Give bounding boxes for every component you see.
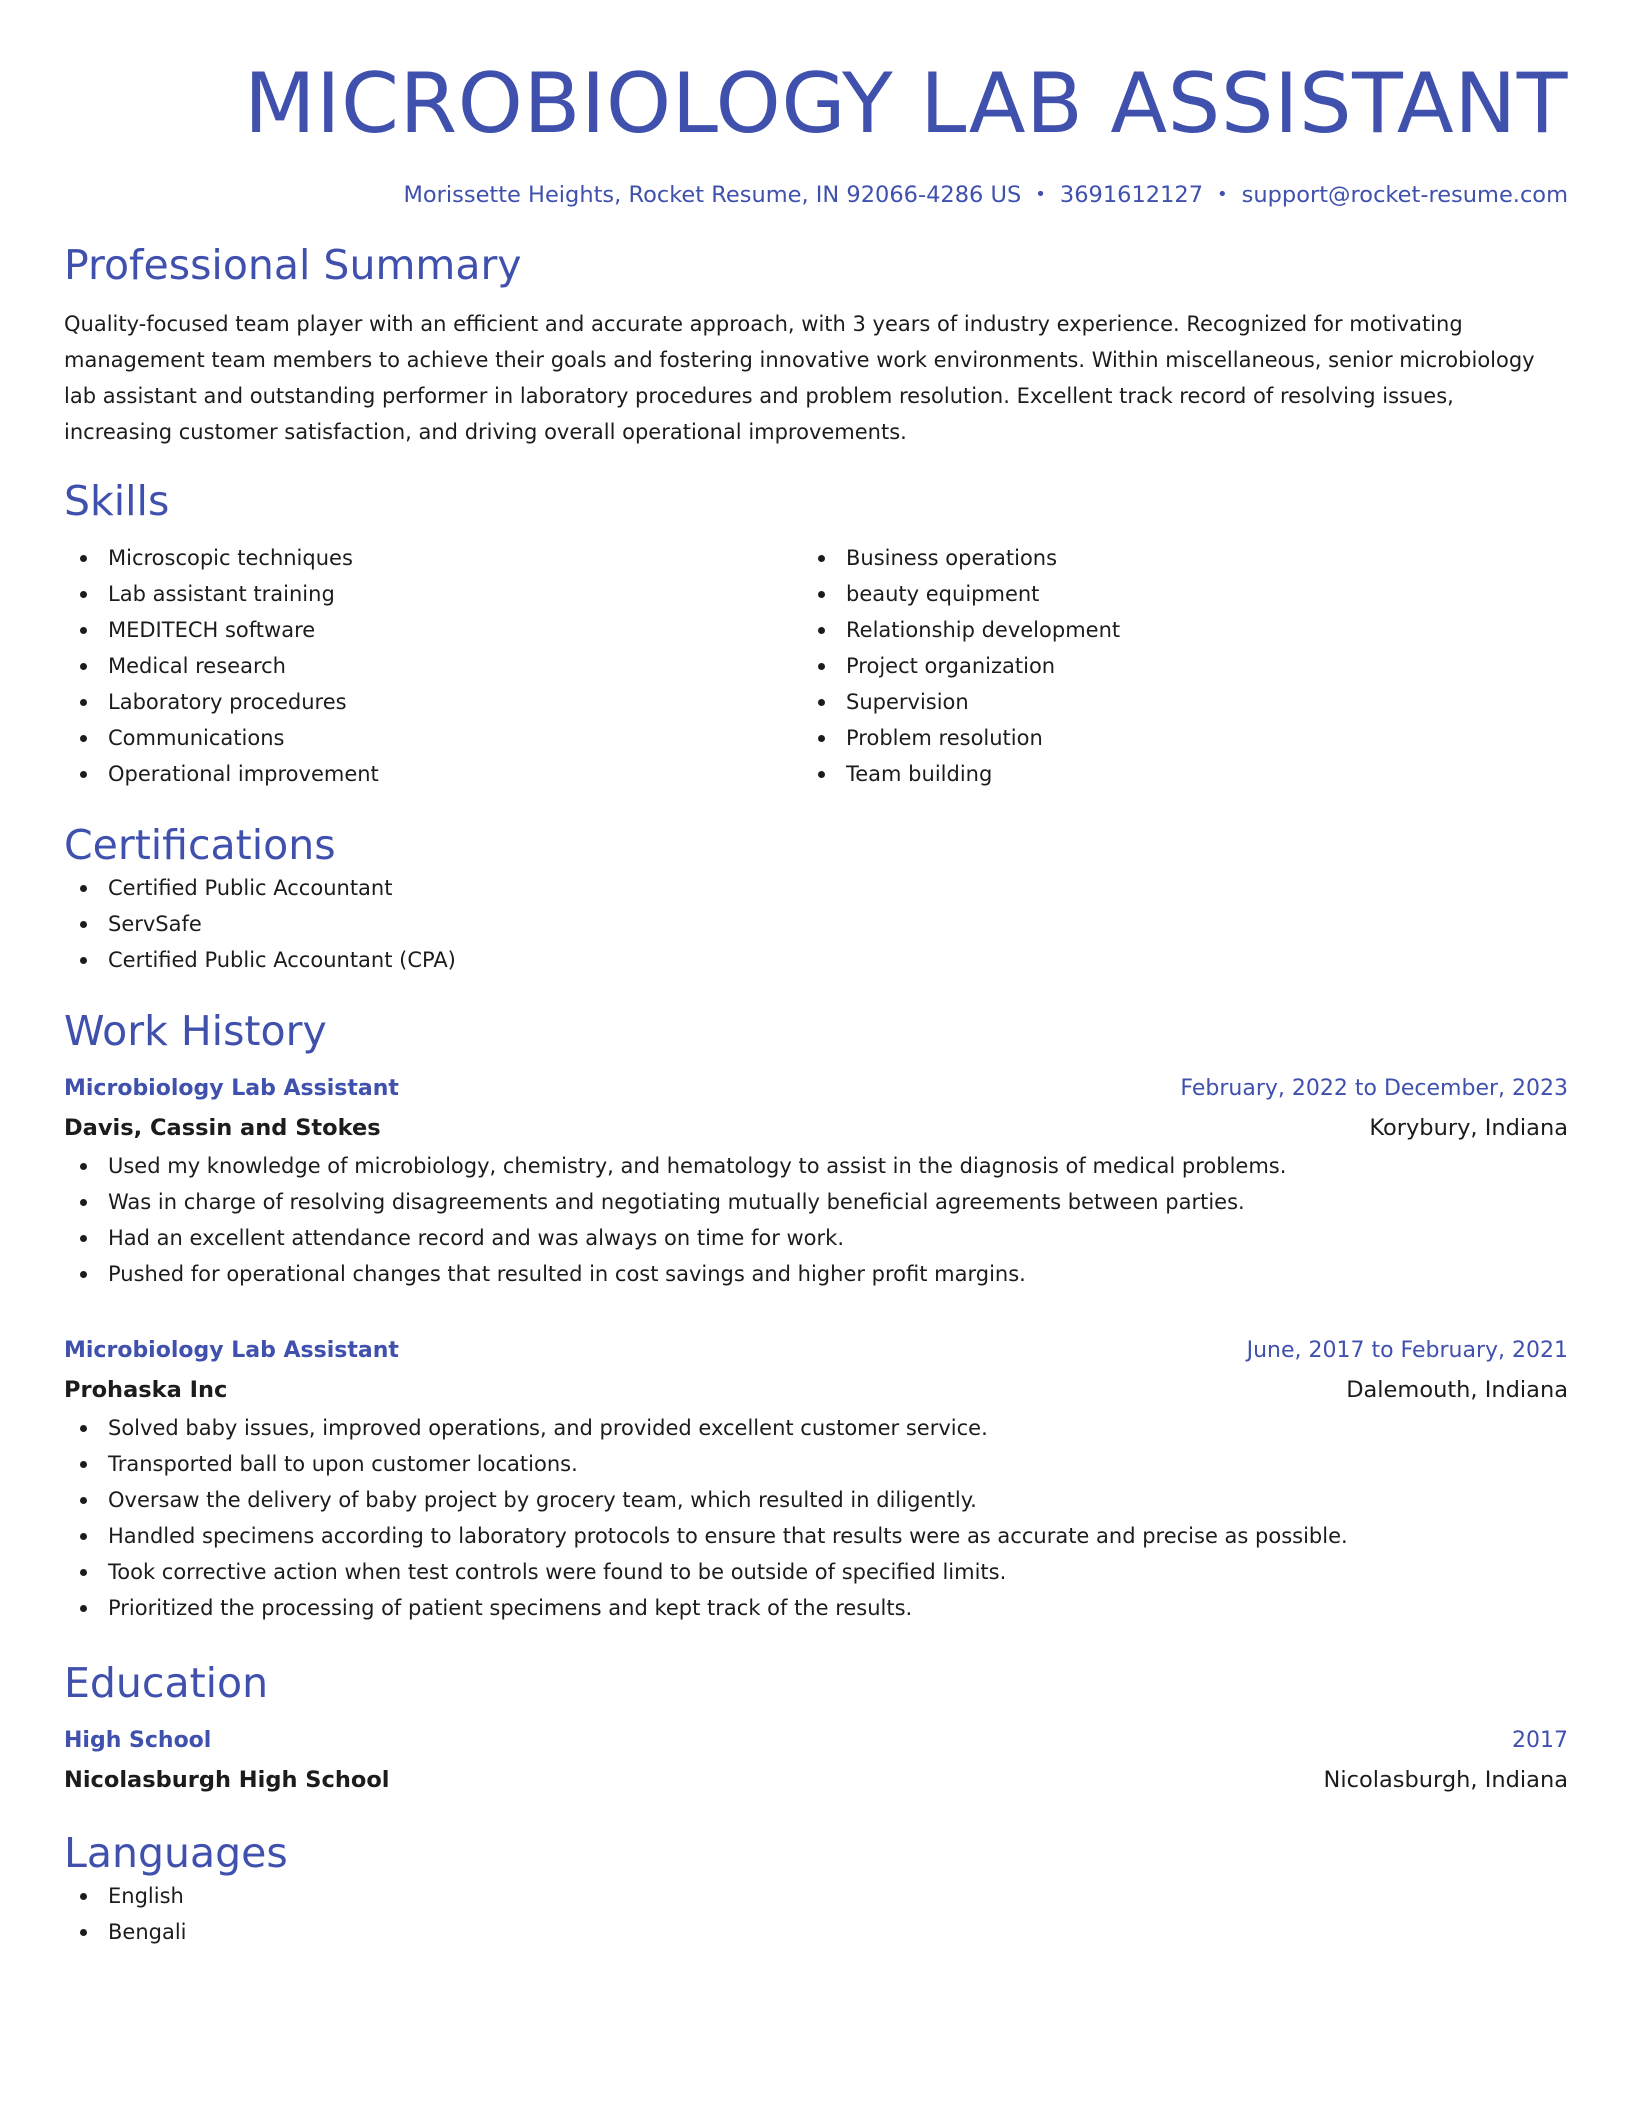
job-bullet: Handled specimens according to laboratory protocols to ensure that results were as accurate and precise as possible. [64, 1518, 1568, 1554]
contact-line [64, 180, 1568, 210]
certification-item: Certified Public Accountant (CPA) [64, 942, 1568, 978]
resume-header [64, 54, 1568, 210]
section-title-languages: Languages [64, 1829, 288, 1877]
job-bullet: Solved baby issues, improved operations, and provided excellent customer service. [64, 1410, 1568, 1446]
job-company: Prohaska Inc [64, 1377, 228, 1403]
languages-list [64, 1878, 1568, 1950]
skills-list-left [64, 540, 802, 792]
skill-item: Lab assistant training [64, 576, 802, 612]
certification-item: Certified Public Accountant [64, 870, 1568, 906]
skills-list-right [802, 540, 1540, 792]
contact-phone: 3691612127 [1059, 182, 1204, 208]
job-title: Microbiology Lab Assistant [64, 1338, 399, 1363]
skill-item: MEDITECH software [64, 612, 802, 648]
skill-item: Supervision [802, 684, 1540, 720]
contact-separator: • [1217, 184, 1228, 205]
job-entry [64, 1070, 1568, 1292]
job-bullet: Pushed for operational changes that resulted in cost savings and higher profit margins. [64, 1256, 1568, 1292]
education-school: Nicolasburgh High School [64, 1767, 390, 1793]
skill-item: Laboratory procedures [64, 684, 802, 720]
contact-email: support@rocket-resume.com [1241, 182, 1568, 208]
job-location: Dalemouth, Indiana [1346, 1377, 1568, 1403]
job-bullets [64, 1410, 1568, 1626]
job-bullet: Transported ball to upon customer locations. [64, 1446, 1568, 1482]
job-entry [64, 1332, 1568, 1626]
job-header-row [64, 1332, 1568, 1370]
section-title-certifications: Certifications [64, 821, 336, 869]
summary-text: Quality-focused team player with an efficient and accurate approach, with 3 years of industry experience. Recognized for motivating management team members to achieve their goals and fostering innovative work environments. Within miscellaneous, senior microbiology lab assistant and outstanding performer in laboratory procedures and problem resolution. Excellent track record of resolving issues, increasing customer satisfaction, and driving overall operational improvements. [64, 312, 1535, 444]
job-bullet: Was in charge of resolving disagreements and negotiating mutually beneficial agreements between parties. [64, 1184, 1568, 1220]
job-company: Davis, Cassin and Stokes [64, 1115, 381, 1141]
job-location: Korybury, Indiana [1369, 1115, 1568, 1141]
job-title: Microbiology Lab Assistant [64, 1076, 399, 1101]
education-location: Nicolasburgh, Indiana [1323, 1767, 1568, 1793]
section-title-education: Education [64, 1659, 269, 1707]
candidate-title: MICROBIOLOGY LAB ASSISTANT [243, 55, 1568, 152]
education-entry [64, 1722, 1568, 1800]
education-school-row [64, 1760, 1568, 1800]
job-company-row [64, 1108, 1568, 1148]
skill-item: Business operations [802, 540, 1540, 576]
language-item: Bengali [64, 1914, 1568, 1950]
skill-item: Team building [802, 756, 1540, 792]
section-title-summary: Professional Summary [64, 241, 522, 289]
skill-item: Communications [64, 720, 802, 756]
skill-item: Operational improvement [64, 756, 802, 792]
skill-item: Problem resolution [802, 720, 1540, 756]
contact-separator: • [1035, 184, 1046, 205]
contact-address: Morissette Heights, Rocket Resume, IN 92066-4286 US [403, 182, 1022, 208]
job-header-row [64, 1070, 1568, 1108]
certifications-list [64, 870, 1568, 978]
skill-item: Microscopic techniques [64, 540, 802, 576]
skill-item: beauty equipment [802, 576, 1540, 612]
education-degree: High School [64, 1728, 212, 1753]
section-title-work-history: Work History [64, 1007, 327, 1055]
job-dates: June, 2017 to February, 2021 [1246, 1338, 1568, 1363]
job-bullet: Had an excellent attendance record and was always on time for work. [64, 1220, 1568, 1256]
job-bullet: Used my knowledge of microbiology, chemistry, and hematology to assist in the diagnosis of medical problems. [64, 1148, 1568, 1184]
skill-item: Project organization [802, 648, 1540, 684]
job-bullet: Prioritized the processing of patient specimens and kept track of the results. [64, 1590, 1568, 1626]
skills-grid [64, 540, 1568, 792]
section-title-skills: Skills [64, 477, 170, 525]
language-item: English [64, 1878, 1568, 1914]
job-dates: February, 2022 to December, 2023 [1180, 1076, 1568, 1101]
certification-item: ServSafe [64, 906, 1568, 942]
job-bullet: Oversaw the delivery of baby project by grocery team, which resulted in diligently. [64, 1482, 1568, 1518]
skill-item: Relationship development [802, 612, 1540, 648]
education-header-row [64, 1722, 1568, 1760]
skill-item: Medical research [64, 648, 802, 684]
job-bullet: Took corrective action when test controls were found to be outside of specified limits. [64, 1554, 1568, 1590]
education-year: 2017 [1512, 1728, 1568, 1753]
job-bullets [64, 1148, 1568, 1292]
job-company-row [64, 1370, 1568, 1410]
